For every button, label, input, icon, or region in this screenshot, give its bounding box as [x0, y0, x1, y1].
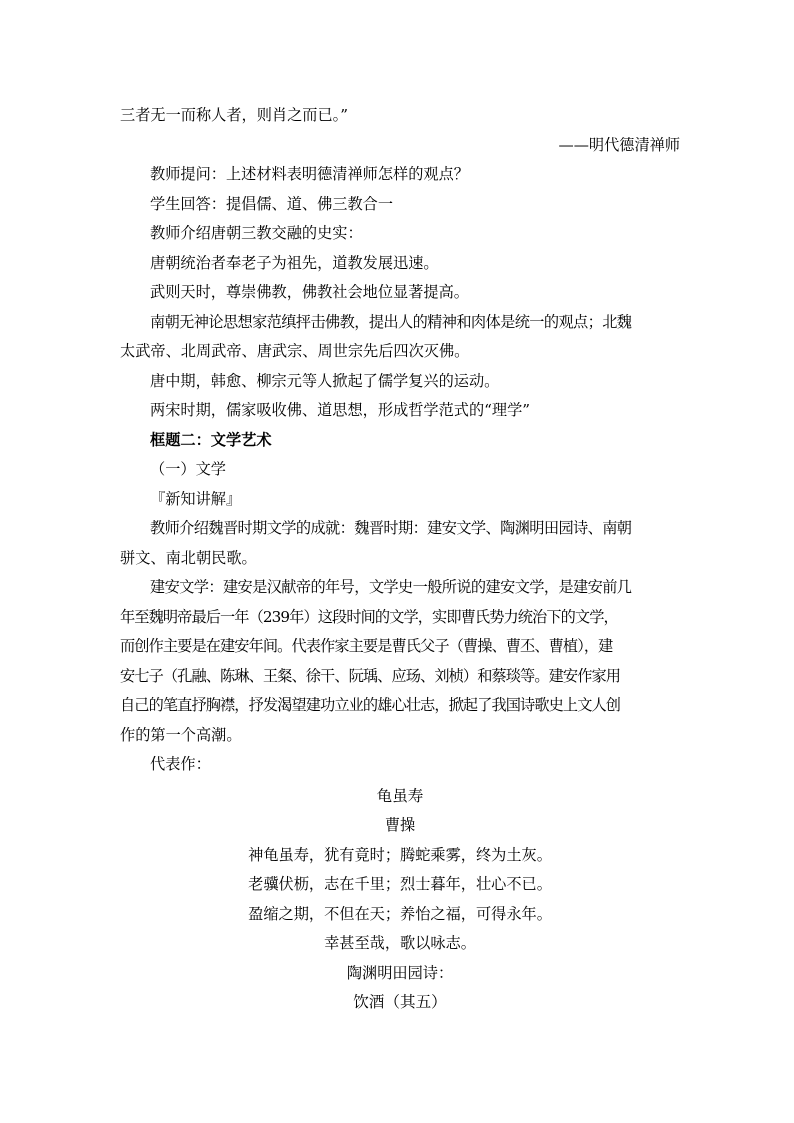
jianan-line-5: 自己的笔直抒胸襟，抒发渴望建功立业的雄心壮志，掀起了我国诗歌史上文人创	[120, 696, 621, 714]
poem-verse-1: 神龟虽寿，犹有竟时；腾蛇乘雾，终为土灰。	[248, 845, 552, 864]
quote-end-line: 三者无一而称人者，则肖之而已。”	[120, 106, 348, 124]
poem-verse-2: 老骥伏枥，志在千里；烈士暮年，壮心不已。	[248, 875, 552, 893]
new-knowledge-label: 『新知讲解』	[150, 489, 242, 508]
fact-tang-daoism: 唐朝统治者奉老子为祖先，道教发展迅速。	[150, 253, 439, 272]
fact-hanyu: 唐中期，韩愈、柳宗元等人掀起了儒学复兴的运动。	[150, 371, 500, 390]
weijin-intro-line-2: 骈文、南北朝民歌。	[120, 548, 257, 567]
jianan-line-4: 安七子（孔融、陈琳、王粲、徐干、阮瑀、应玚、刘桢）和蔡琰等。建安作家用	[120, 666, 621, 685]
jianan-line-1: 建安文学：建安是汉献帝的年号，文学史一般所说的建安文学，是建安前几	[150, 578, 632, 596]
fact-lixue: 两宋时期，儒家吸收佛、道思想，形成哲学范式的“理学”	[150, 401, 531, 419]
fact-fanzhen-line-2: 太武帝、北周武帝、唐武宗、周世宗先后四次灭佛。	[120, 342, 470, 360]
weijin-intro-line-1: 教师介绍魏晋时期文学的成就：魏晋时期：建安文学、陶渊明田园诗、南朝	[150, 519, 632, 537]
poem-verse-3: 盈缩之期，不但在天；养怡之福，可得永年。	[248, 904, 552, 923]
section-heading: 框题二：文学艺术	[150, 430, 272, 449]
teacher-intro-tang: 教师介绍唐朝三教交融的史实：	[150, 224, 363, 242]
poem-verse-4: 幸甚至哉，歌以咏志。	[324, 934, 476, 952]
quote-attribution: ——明代德清禅师	[558, 135, 680, 154]
tao-heading: 陶渊明田园诗：	[346, 963, 454, 982]
poem-author: 曹操	[384, 816, 416, 834]
representative-works-label: 代表作：	[150, 755, 211, 773]
document-body	[120, 101, 680, 1018]
fact-wuzetian: 武则天时，尊崇佛教，佛教社会地位显著提高。	[150, 283, 469, 301]
jianan-line-2: 年至魏明帝最后一年（239年）这段时间的文学，实即曹氏势力统治下的文学，	[120, 607, 618, 626]
jianan-line-6: 作的第一个高潮。	[120, 725, 242, 744]
poem-title: 龟虽寿	[376, 786, 424, 805]
teacher-question: 教师提问：上述材料表明德清禅师怎样的观点？	[150, 165, 469, 183]
student-answer: 学生回答：提倡儒、道、佛三教合一	[150, 194, 393, 213]
tao-poem-title: 饮酒（其五）	[353, 993, 447, 1011]
fact-fanzhen-line-1: 南朝无神论思想家范缜抨击佛教，提出人的精神和肉体是统一的观点；北魏	[150, 312, 632, 331]
subsection-literature: （一）文学	[150, 460, 226, 478]
jianan-line-3: 而创作主要是在建安年间。代表作家主要是曹氏父子（曹操、曹丕、曹植），建	[120, 637, 613, 655]
